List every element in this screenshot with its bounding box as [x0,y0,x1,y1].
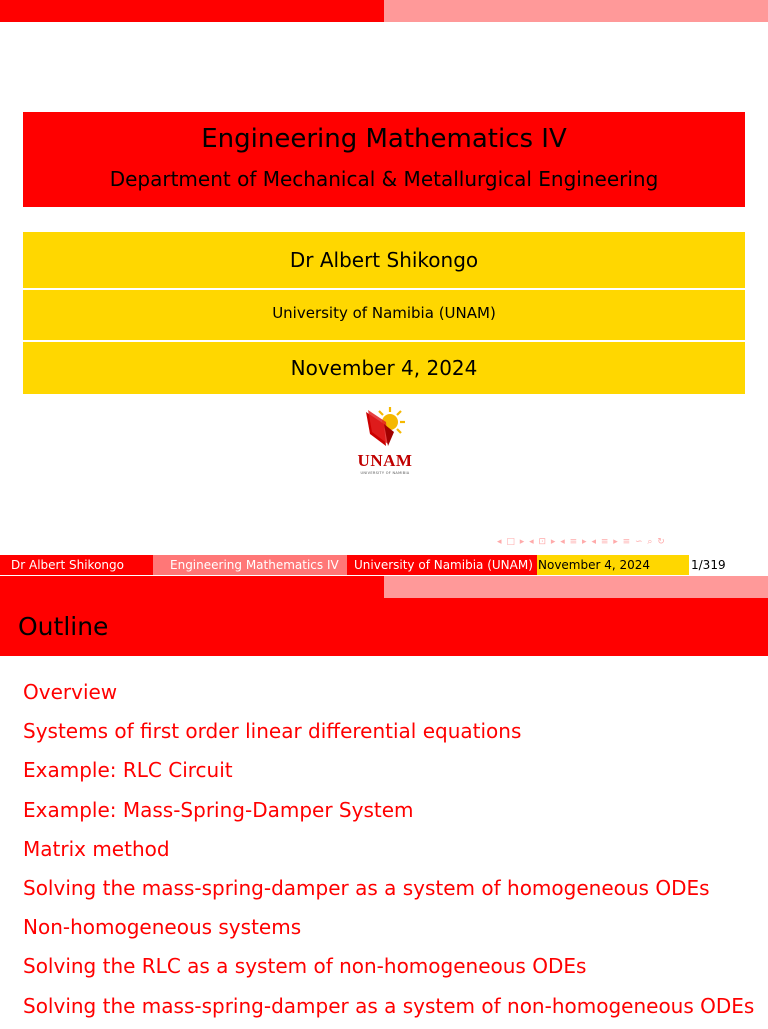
toc-item[interactable]: Solving the mass-spring-damper as a system of homogeneous ODEs [23,875,710,900]
footer-author: Dr Albert Shikongo [0,555,153,575]
header-bar-left [0,576,384,598]
footer-institute: University of Namibia (UNAM) [347,555,537,575]
footer-title: Engineering Mathematics IV [153,555,347,575]
toc-item[interactable]: Matrix method [23,836,170,861]
header-bar-left [0,0,384,22]
header-bar-right [384,576,768,598]
footer-page-number: 1/319 [691,558,726,572]
toc-item[interactable]: Overview [23,680,118,704]
table-of-contents [23,676,754,1029]
toc-item[interactable]: Systems of first order linear differential equations [23,719,522,744]
footer-date: November 4, 2024 [538,558,651,572]
beamer-navigation-symbols[interactable]: ◂ □ ▸ ◂ ⊡ ▸ ◂ ≡ ▸ ◂ ≡ ▸ ≡ ∽ ⌕ ↻ [497,537,666,547]
logo-subtext: UNIVERSITY OF NAMIBIA [360,471,410,475]
unam-logo [350,404,420,480]
presentation-subtitle: Department of Mechanical & Metallurgical Engineering [109,167,659,191]
institute-name: University of Namibia (UNAM) [23,290,745,340]
footer-date-page [537,555,768,575]
frame-title: Outline [18,612,109,641]
presentation-date: November 4, 2024 [23,342,745,394]
book-sun-logo-icon [350,404,420,450]
logo-text: UNAM [357,451,413,470]
author-name: Dr Albert Shikongo [23,232,745,288]
header-bar-right [384,0,768,22]
title-block [23,112,745,207]
toc-item[interactable]: Solving the RLC as a system of non-homogeneous ODEs [23,954,587,979]
toc-item[interactable]: Example: RLC Circuit [23,758,233,783]
toc-item[interactable]: Non-homogeneous systems [23,915,302,940]
frame-title-bar [0,598,768,656]
toc-item[interactable]: Solving the mass-spring-damper as a system of non-homogeneous ODEs [23,993,755,1018]
presentation-title: Engineering Mathematics IV [201,124,567,154]
toc-item[interactable]: Example: Mass-Spring-Damper System [23,797,414,822]
outline-slide [0,576,768,1024]
